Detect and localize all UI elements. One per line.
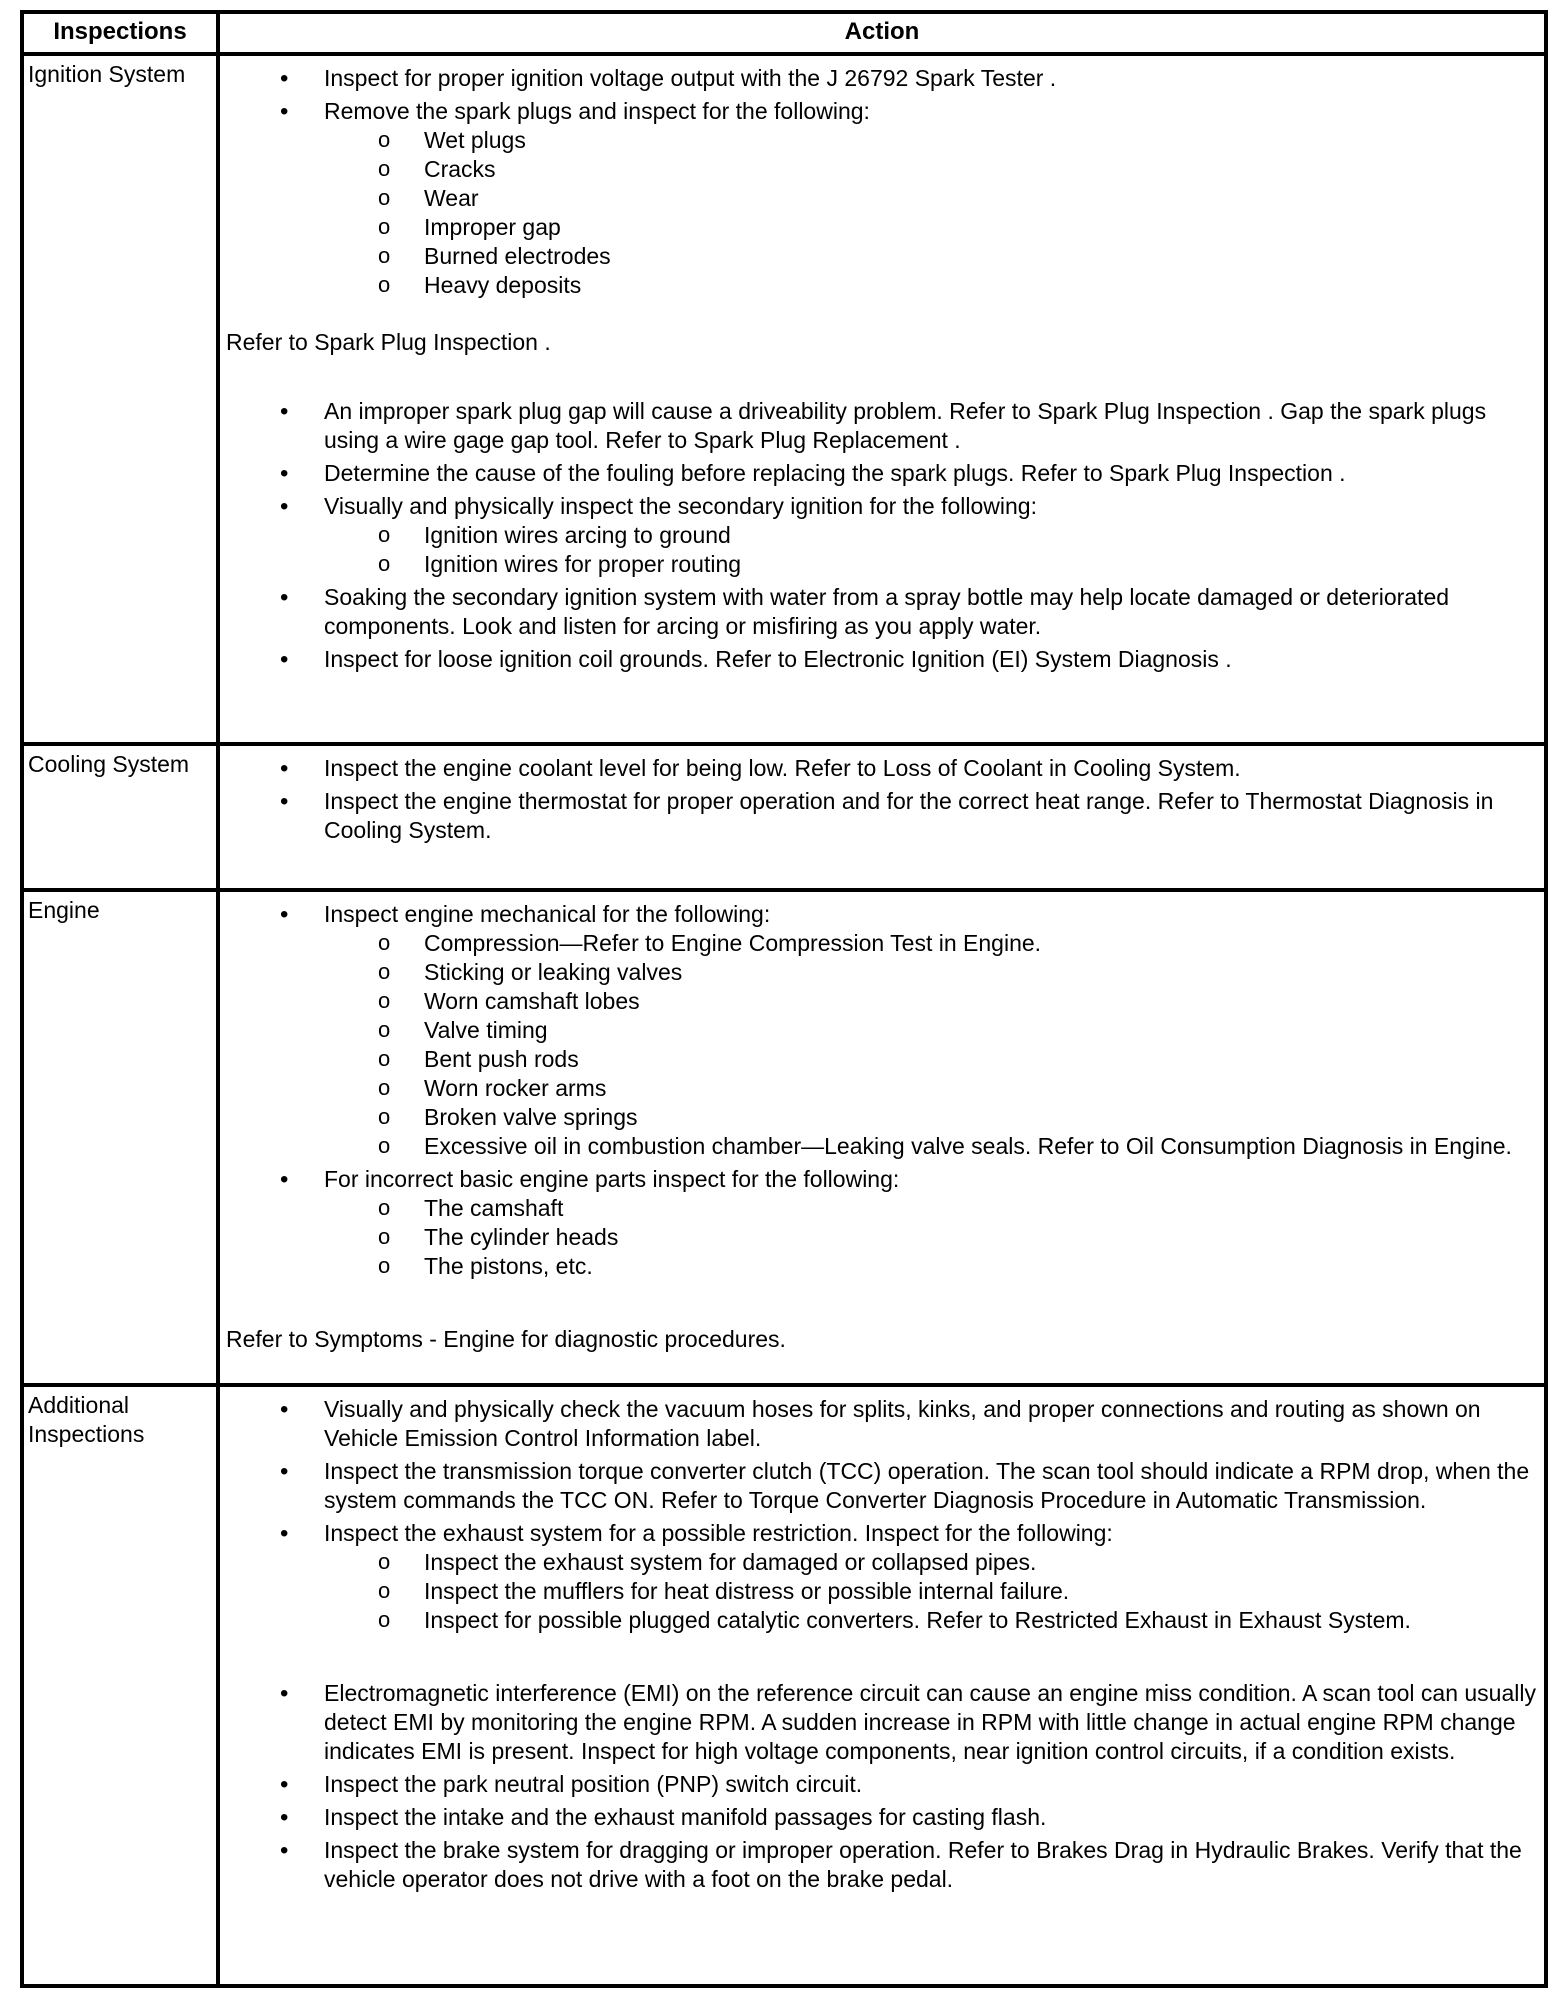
inspection-table-document — [20, 10, 1548, 1988]
action-cell — [220, 892, 1544, 1383]
list-item: • An improper spark plug gap will cause a driveability problem. Refer to Spark Plug Inspection . Gap the spark plugs using a wire gage gap tool. Refer to Spark Plug Replacement . — [226, 397, 1538, 455]
list-item: • Inspect the engine thermostat for proper operation and for the correct heat range. Refer to Thermostat Diagnosis in Cooling System. — [226, 787, 1538, 845]
list-item — [226, 1519, 1538, 1635]
list-item-text: Inspect engine mechanical for the following: — [324, 901, 771, 927]
list-item-text: For incorrect basic engine parts inspect for the following: — [324, 1166, 900, 1192]
list-item — [226, 900, 1538, 1161]
sub-list-item: o Ignition wires for proper routing — [226, 550, 1538, 579]
sub-list-item: o Wet plugs — [226, 126, 1538, 155]
list-item: • Soaking the secondary ignition system with water from a spray bottle may help locate damaged or deteriorated components. Look and listen for arcing or misfiring as you apply water. — [226, 583, 1538, 641]
sub-list — [324, 929, 1538, 1161]
sub-list — [324, 521, 1538, 579]
sub-list-item: o Sticking or leaking valves — [226, 958, 1538, 987]
header-inspections: Inspections — [24, 14, 220, 52]
sub-list-item: o Improper gap — [226, 213, 1538, 242]
sub-list-item: o The camshaft — [226, 1194, 1538, 1223]
list-item: • Inspect for proper ignition voltage output with the J 26792 Spark Tester . — [226, 64, 1538, 93]
sub-list-item: o Compression—Refer to Engine Compression Test in Engine. — [226, 929, 1538, 958]
sub-list-item: o Bent push rods — [226, 1045, 1538, 1074]
bullet-list — [226, 900, 1538, 1281]
inspection-label: Cooling System — [24, 746, 220, 888]
sub-list-item: o Heavy deposits — [226, 271, 1538, 300]
sub-list-item: o Burned electrodes — [226, 242, 1538, 271]
list-item: • Inspect the intake and the exhaust manifold passages for casting flash. — [226, 1803, 1538, 1832]
sub-list-item: o Worn rocker arms — [226, 1074, 1538, 1103]
list-item-text: Inspect the exhaust system for a possible restriction. Inspect for the following: — [324, 1520, 1113, 1546]
table-row-ignition-system — [24, 52, 1544, 742]
reference-note: Refer to Symptoms - Engine for diagnostic procedures. — [226, 1326, 786, 1352]
bullet-list — [226, 754, 1538, 845]
sub-list-item: o Broken valve springs — [226, 1103, 1538, 1132]
table-row-cooling-system — [24, 742, 1544, 888]
action-cell — [220, 56, 1544, 742]
list-item: • Visually and physically check the vacuum hoses for splits, kinks, and proper connections and routing as shown on Vehicle Emission Control Information label. — [226, 1395, 1538, 1453]
list-item — [226, 492, 1538, 579]
sub-list-item: o Ignition wires arcing to ground — [226, 521, 1538, 550]
sub-list-item: o Inspect the exhaust system for damaged or collapsed pipes. — [226, 1548, 1538, 1577]
sub-list — [324, 1194, 1538, 1281]
list-item: • Inspect the transmission torque converter clutch (TCC) operation. The scan tool should indicate a RPM drop, when the system commands the TCC ON. Refer to Torque Converter Diagnosis Procedure in Automatic Transmission. — [226, 1457, 1538, 1515]
sub-list-item: o Cracks — [226, 155, 1538, 184]
list-item-text: Remove the spark plugs and inspect for the following: — [324, 98, 870, 124]
list-item — [226, 97, 1538, 300]
bullet-list — [226, 64, 1538, 300]
action-cell — [220, 746, 1544, 888]
bullet-list — [226, 397, 1538, 674]
reference-note: Refer to Spark Plug Inspection . — [226, 329, 551, 355]
sub-list-item: o Inspect for possible plugged catalytic converters. Refer to Restricted Exhaust in Exhaust System. — [226, 1606, 1538, 1635]
list-item: • Electromagnetic interference (EMI) on the reference circuit can cause an engine miss condition. A scan tool can usually detect EMI by monitoring the engine RPM. A sudden increase in RPM with little change in actual engine RPM change indicates EMI is present. Inspect for high voltage components, near ignition control circuits, if a condition exists. — [226, 1679, 1538, 1766]
sub-list-item: o Excessive oil in combustion chamber—Leaking valve seals. Refer to Oil Consumption Diagnosis in Engine. — [226, 1132, 1538, 1161]
table-header-row — [24, 14, 1544, 52]
action-cell — [220, 1387, 1544, 1984]
list-item-text: Visually and physically inspect the secondary ignition for the following: — [324, 493, 1037, 519]
list-item: • Inspect the brake system for dragging or improper operation. Refer to Brakes Drag in Hydraulic Brakes. Verify that the vehicle operator does not drive with a foot on the brake pedal. — [226, 1836, 1538, 1894]
table-row-additional-inspections — [24, 1383, 1544, 1984]
list-item — [226, 1165, 1538, 1281]
sub-list-item: o Worn camshaft lobes — [226, 987, 1538, 1016]
header-action: Action — [844, 18, 920, 45]
inspection-label: Additional Inspections — [24, 1387, 220, 1984]
inspection-label: Ignition System — [24, 56, 220, 742]
bullet-list — [226, 1395, 1538, 1635]
list-item: • Determine the cause of the fouling before replacing the spark plugs. Refer to Spark Plug Inspection . — [226, 459, 1538, 488]
inspection-table — [24, 14, 1544, 1984]
bullet-list — [226, 1679, 1538, 1894]
list-item: • Inspect the engine coolant level for being low. Refer to Loss of Coolant in Cooling System. — [226, 754, 1538, 783]
sub-list-item: o The cylinder heads — [226, 1223, 1538, 1252]
sub-list-item: o The pistons, etc. — [226, 1252, 1538, 1281]
sub-list-item: o Valve timing — [226, 1016, 1538, 1045]
list-item: • Inspect the park neutral position (PNP) switch circuit. — [226, 1770, 1538, 1799]
sub-list — [324, 1548, 1538, 1635]
sub-list — [324, 126, 1538, 300]
inspection-label: Engine — [24, 892, 220, 1383]
sub-list-item: o Inspect the mufflers for heat distress or possible internal failure. — [226, 1577, 1538, 1606]
table-row-engine — [24, 888, 1544, 1383]
list-item: • Inspect for loose ignition coil grounds. Refer to Electronic Ignition (EI) System Diagnosis . — [226, 645, 1538, 674]
sub-list-item: o Wear — [226, 184, 1538, 213]
